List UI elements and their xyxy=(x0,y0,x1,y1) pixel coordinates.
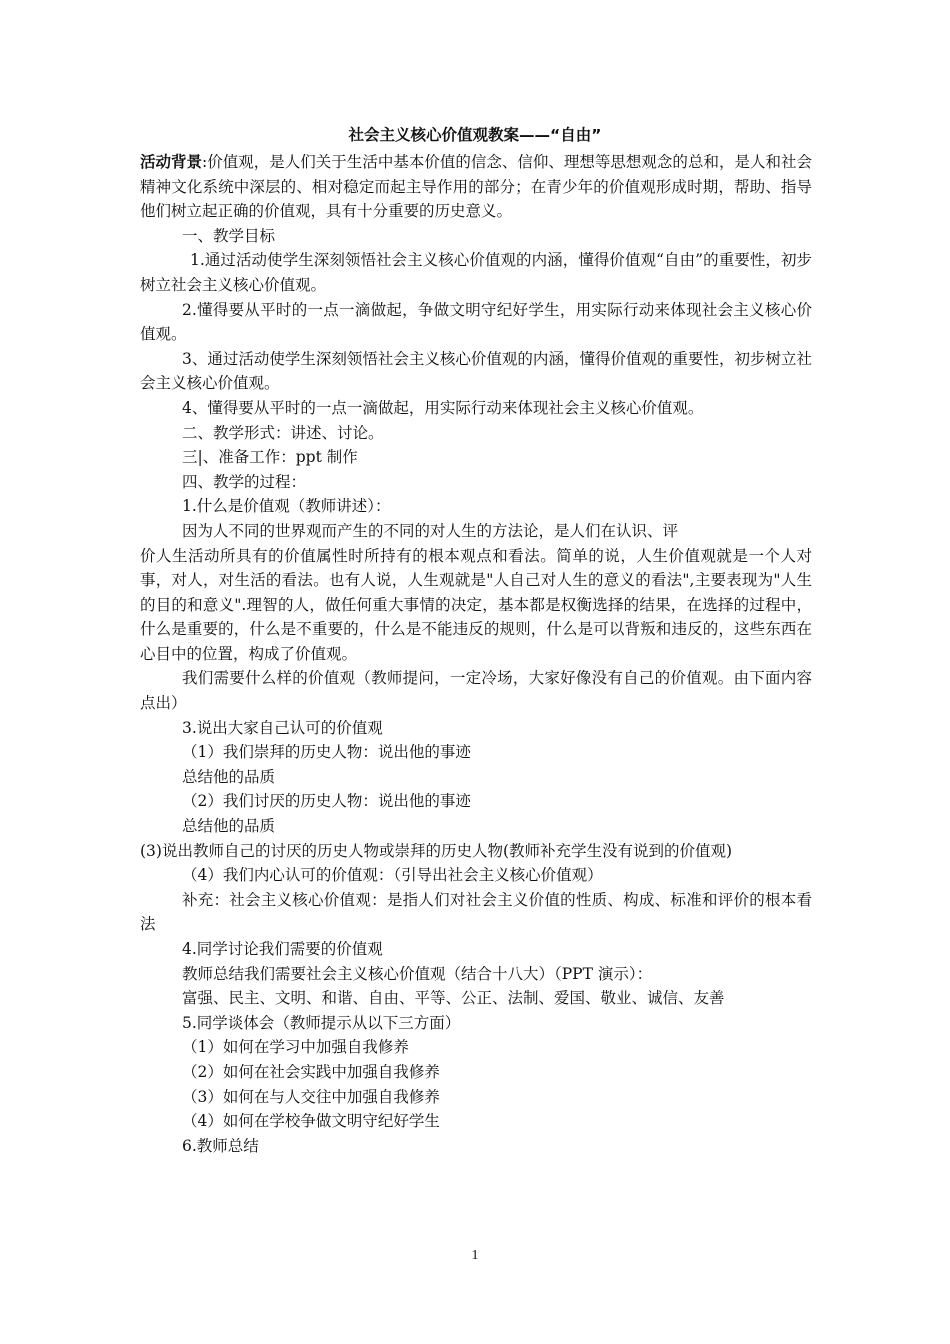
goal-item-4: 4、懂得要从平时的一点一滴做起，用实际行动来体现社会主义核心价值观。 xyxy=(182,398,704,417)
section-heading-goals: 一、教学目标 xyxy=(182,226,276,245)
page-number: 1 xyxy=(471,1248,479,1263)
list-item: （1）我们崇拜的历史人物：说出他的事迹 xyxy=(182,743,471,762)
background-paragraph xyxy=(140,150,812,224)
goal-item-2: 2.懂得要从平时的一点一滴做起，争做文明守纪好学生，用实际行动来体现社会主义核心价值观。 xyxy=(140,300,812,344)
list-item: （4）如何在学校争做文明守纪好学生 xyxy=(182,1112,440,1131)
list-item: （4）我们内心认可的价值观：（引导出社会主义核心价值观） xyxy=(182,866,603,885)
document-title: 社会主义核心价值观教案——“自由” xyxy=(348,126,602,144)
list-item: 总结他的品质 xyxy=(182,817,276,836)
section-heading-process: 四、教学的过程： xyxy=(182,472,307,491)
list-item: （2）我们讨厌的历史人物：说出他的事迹 xyxy=(182,792,471,811)
process-step-1: 1.什么是价值观（教师讲述）： xyxy=(182,497,391,516)
list-item: （1）如何在学习中加强自我修养 xyxy=(182,1038,409,1057)
body-paragraph: 价人生活动所具有的价值属性时所持有的根本观点和看法。简单的说，人生价值观就是一个人对事，对人，对生活的看法。也有人说，人生观就是"人自己对人生的意义的看法",主要表现为"人生的目的和意义".理智的人，做任何重大事情的决定，基本都是权衡选择的结果，在选择的过程中，什么是重要的，什么是不重要的，什么是不能违反的规则，什么是可以背叛和违反的，这些东西在心目中的位置，构成了价值观。 xyxy=(140,546,812,663)
section-heading-prep: 三|、准备工作：ppt 制作 xyxy=(182,448,358,467)
list-item: 总结他的品质 xyxy=(182,767,276,786)
list-item: (3)说出教师自己的讨厌的历史人物或崇拜的历史人物(教师补充学生没有说到的价值观) xyxy=(140,841,733,860)
goal-item-1: 1.通过活动使学生深刻领悟社会主义核心价值观的内涵，懂得价值观“自由”的重要性，初步树立社会主义核心价值观。 xyxy=(140,251,812,294)
section-heading-format: 二、教学形式：讲述、讨论。 xyxy=(182,423,384,442)
list-item: （3）如何在与人交往中加强自我修养 xyxy=(182,1087,440,1106)
process-step-6: 6.教师总结 xyxy=(182,1136,259,1155)
process-step-5: 5.同学谈体会（教师提示从以下三方面） xyxy=(182,1013,461,1032)
core-values-list: 富强、民主、文明、和谐、自由、平等、公正、法制、爱国、敬业、诚信、友善 xyxy=(182,989,725,1008)
body-paragraph: 因为人不同的世界观而产生的不同的对人生的方法论，是人们在认识、评 xyxy=(182,521,679,540)
process-step-3: 3.说出大家自己认可的价值观 xyxy=(182,718,383,737)
body-paragraph: 补充：社会主义核心价值观：是指人们对社会主义价值的性质、构成、标准和评价的根本看法 xyxy=(140,890,812,934)
document-body xyxy=(140,150,812,1158)
background-text: :价值观，是人们关于生活中基本价值的信念、信仰、理想等思想观念的总和，是人和社会精神文化系统中深层的、相对稳定而起主导作用的部分；在青少年的价值观形成时期，帮助、指导他们树立起正确的价值观，具有十分重要的历史意义。 xyxy=(140,153,812,221)
list-item: （2）如何在社会实践中加强自我修养 xyxy=(182,1062,440,1081)
goal-item-3: 3、通过活动使学生深刻领悟社会主义核心价值观的内涵，懂得价值观的重要性，初步树立社会主义核心价值观。 xyxy=(140,349,812,393)
body-paragraph: 教师总结我们需要社会主义核心价值观（结合十八大）（PPT 演示）： xyxy=(182,964,653,983)
body-paragraph: 我们需要什么样的价值观（教师提问，一定冷场，大家好像没有自己的价值观。由下面内容点出） xyxy=(140,669,812,713)
process-step-4: 4.同学讨论我们需要的价值观 xyxy=(182,940,383,958)
background-label: 活动背景 xyxy=(140,153,203,171)
